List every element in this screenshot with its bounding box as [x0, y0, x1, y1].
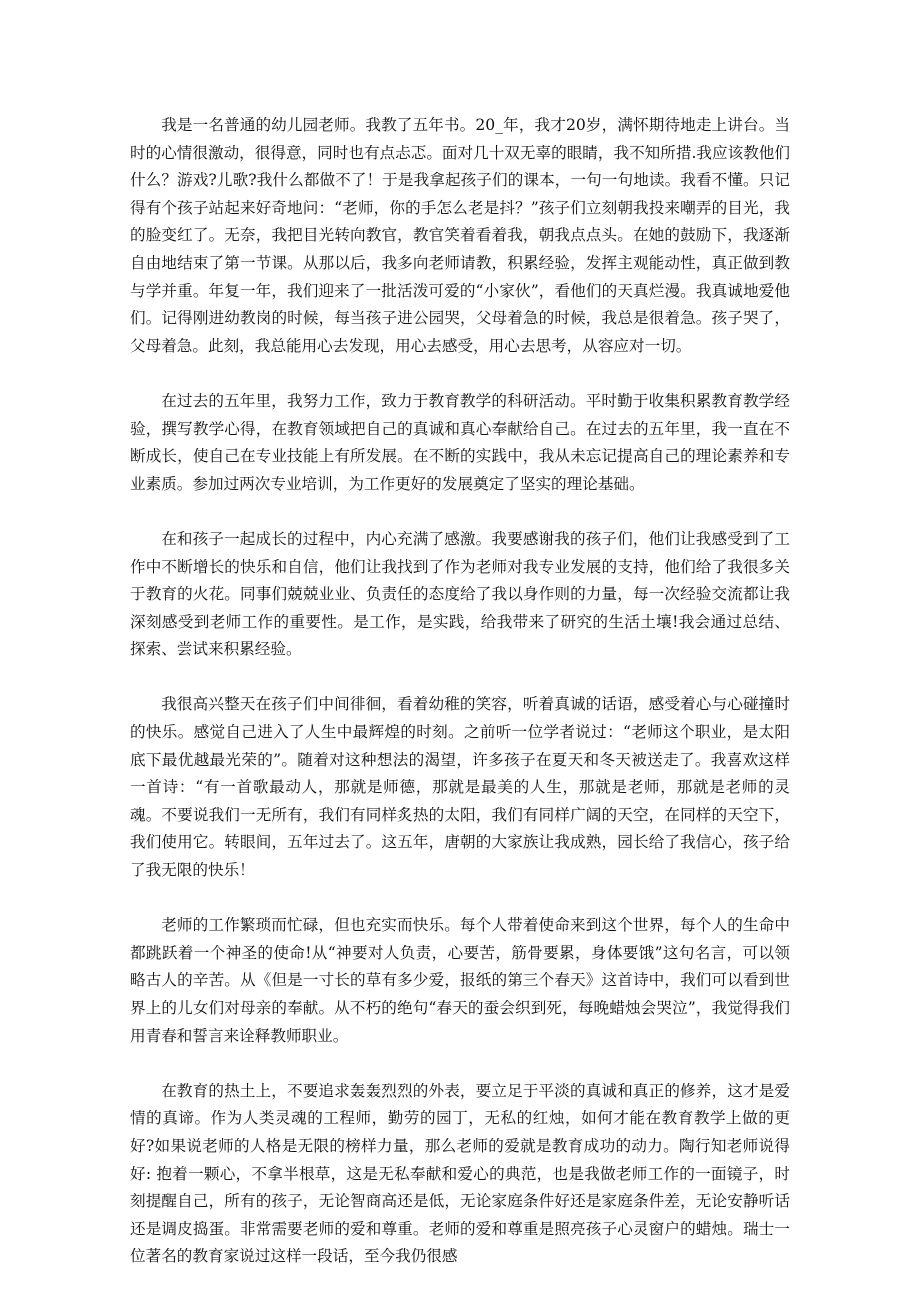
paragraph-5: 老师的工作繁琐而忙碌，但也充实而快乐。每个人带着使命来到这个世界，每个人的生命中都跳跃着一个神圣的使命!从“神要对人负责，心要苦，筋骨要累，身体要饿”这句名言，可以领略古人的辛苦。从《但是一寸长的草有多少爱，报纸的第三个春天》这首诗中，我们可以看到世界上的儿女们对母亲的奉献。从不朽的绝句“春天的蚕会织到死，每晚蜡烛会哭泣”，我觉得我们用青春和誓言来诠释教师职业。	[130, 916, 790, 1045]
paragraph-4: 我很高兴整天在孩子们中间徘徊，看着幼稚的笑容，听着真诚的话语，感受着心与心碰撞时的快乐。感觉自己进入了人生中最辉煌的时刻。之前听一位学者说过：“老师这个职业，是太阳底下最优越最光荣的”。随着对这种想法的渴望，许多孩子在夏天和冬天被送走了。我喜欢这样一首诗：“有一首歌最动人，那就是师德，那就是最美的人生，那就是老师，那就是老师的灵魂。不要说我们一无所有，我们有同样炙热的太阳，我们有同样广阔的天空，在同样的天空下，我们使用它。转眼间，五年过去了。这五年，唐朝的大家族让我成熟，园长给了我信心，孩子给了我无限的快乐！	[130, 695, 790, 880]
document-body	[130, 0, 790, 1299]
paragraph-3: 在和孩子一起成长的过程中，内心充满了感激。我要感谢我的孩子们，他们让我感受到了工作中不断增长的快乐和自信，他们让我找到了作为老师对我专业发展的支持，他们给了我很多关于教育的火花。同事们兢兢业业、负责任的态度给了我以身作则的力量，每一次经验交流都让我深刻感受到老师工作的重要性。是工作，是实践，给我带来了研究的生活土壤!我会通过总结、探索、尝试来积累经验。	[130, 529, 790, 659]
paragraph-2: 在过去的五年里，我努力工作，致力于教育教学的科研活动。平时勤于收集积累教育教学经验，撰写教学心得，在教育领域把自己的真诚和真心奉献给自己。在过去的五年里，我一直在不断成长，使自己在专业技能上有所发展。在不断的实践中，我从未忘记提高自己的理论素养和专业素质。参加过两次专业培训，为工作更好的发展奠定了坚实的理论基础。	[130, 391, 790, 493]
paragraph-6: 在教育的热土上，不要追求轰轰烈烈的外表，要立足于平淡的真诚和真正的修养，这才是爱情的真谛。作为人类灵魂的工程师，勤劳的园丁，无私的红烛，如何才能在教育教学上做的更好?如果说老师的人格是无限的榜样力量，那么老师的爱就是教育成功的动力。陶行知老师说得好: 抱着一颗心，不拿半根草，这是无私奉献和爱心的典范，也是我做老师工作的一面镜子，时刻提醒自己，所有的孩子，无论智商高还是低，无论家庭条件好还是家庭条件差，无论安静听话还是调皮捣蛋。非常需要老师的爱和尊重。老师的爱和尊重是照亮孩子心灵窗户的蜡烛。瑞士一位著名的教育家说过这样一段话，至今我仍很感	[130, 1081, 790, 1266]
paragraph-1: 我是一名普通的幼儿园老师。我教了五年书。20_年，我才20岁，满怀期待地走上讲台。当时的心情很激动，很得意，同时也有点忐忑。面对几十双无辜的眼睛，我不知所措.我应该教他们什么？游戏?儿歌?我什么都做不了！于是我拿起孩子们的课本，一句一句地读。我看不懂。只记得有个孩子站起来好奇地问：“老师，你的手怎么老是抖？”孩子们立刻朝我投来嘲弄的目光，我的脸变红了。无奈，我把目光转向教官，教官笑着看着我，朝我点点头。在她的鼓励下，我逐渐自由地结束了第一节课。从那以后，我多向老师请教，积累经验，发挥主观能动性，真正做到教与学并重。年复一年，我们迎来了一批活泼可爱的“小家伙”，看他们的天真烂漫。我真诚地爱他们。记得刚进幼教岗的时候，每当孩子进公园哭，父母着急的时候，我总是很着急。孩子哭了，父母着急。此刻，我总能用心去发现，用心去感受，用心去思考，从容应对一切。	[130, 116, 790, 355]
